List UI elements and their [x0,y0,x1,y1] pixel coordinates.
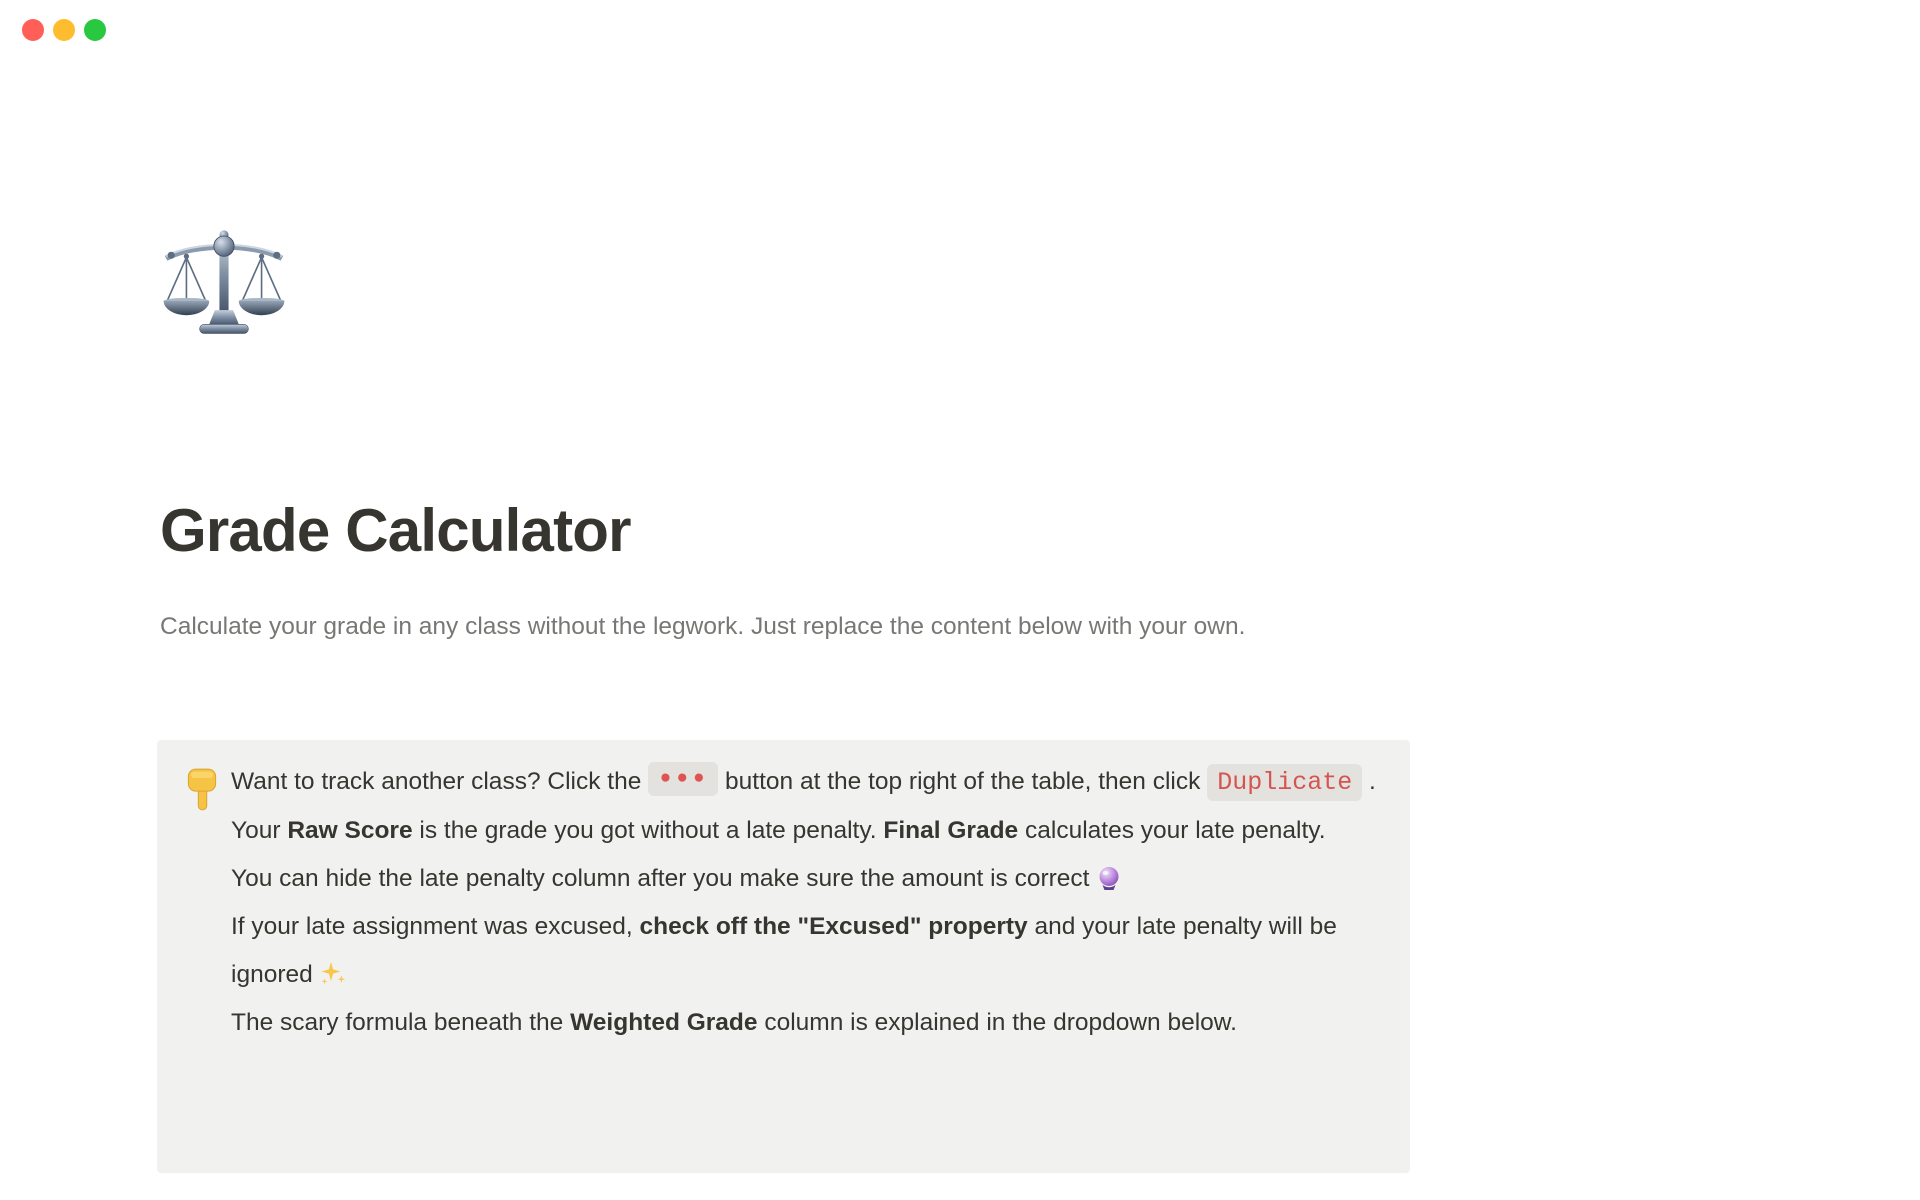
minimize-window-button[interactable] [53,19,75,41]
callout-icon[interactable] [185,766,219,817]
body-text: You can hide the late penalty column after you make sure the amount is correct [231,865,1097,892]
raw-score-bold: Raw Score [287,817,413,844]
body-text: column is explained in the dropdown below. [757,1009,1237,1036]
window-controls [22,19,106,41]
body-text: The scary formula beneath the [231,1009,571,1036]
final-grade-bold: Final Grade [883,817,1019,844]
tip-text: Want to track another class? Click the [231,768,649,795]
body-text: If your late assignment was excused, [231,913,640,940]
sparkles-icon [320,961,346,987]
close-window-button[interactable] [22,19,44,41]
page-title: Grade Calculator [160,497,631,564]
callout-paragraph-instructions [231,807,1394,1047]
tip-text: button at the top right of the table, then click [718,768,1208,795]
excused-property-bold: check off the "Excused" property [639,913,1028,940]
zoom-window-button[interactable] [84,19,106,41]
balance-scale-icon [158,200,290,338]
body-text: and your late penalty will be ignored [231,913,1337,988]
crystal-ball-icon [1096,865,1122,891]
page-icon-balance-scale[interactable] [158,200,290,338]
body-text: is the grade you got without a late penalty. [412,817,884,844]
page-description: Calculate your grade in any class without the legwork. Just replace the content below with your own. [160,613,1246,640]
pointing-down-icon [185,766,219,812]
callout-text [231,758,1394,1047]
body-text: Your [231,817,288,844]
callout-block [157,740,1410,1173]
callout-paragraph-duplicate-tip [231,758,1394,807]
more-options-inline-chip: ••• [648,762,718,796]
weighted-grade-bold: Weighted Grade [570,1009,758,1036]
tip-text: . [1362,768,1376,795]
body-text: calculates your late penalty. [1018,817,1326,844]
duplicate-inline-code: Duplicate [1207,764,1362,801]
